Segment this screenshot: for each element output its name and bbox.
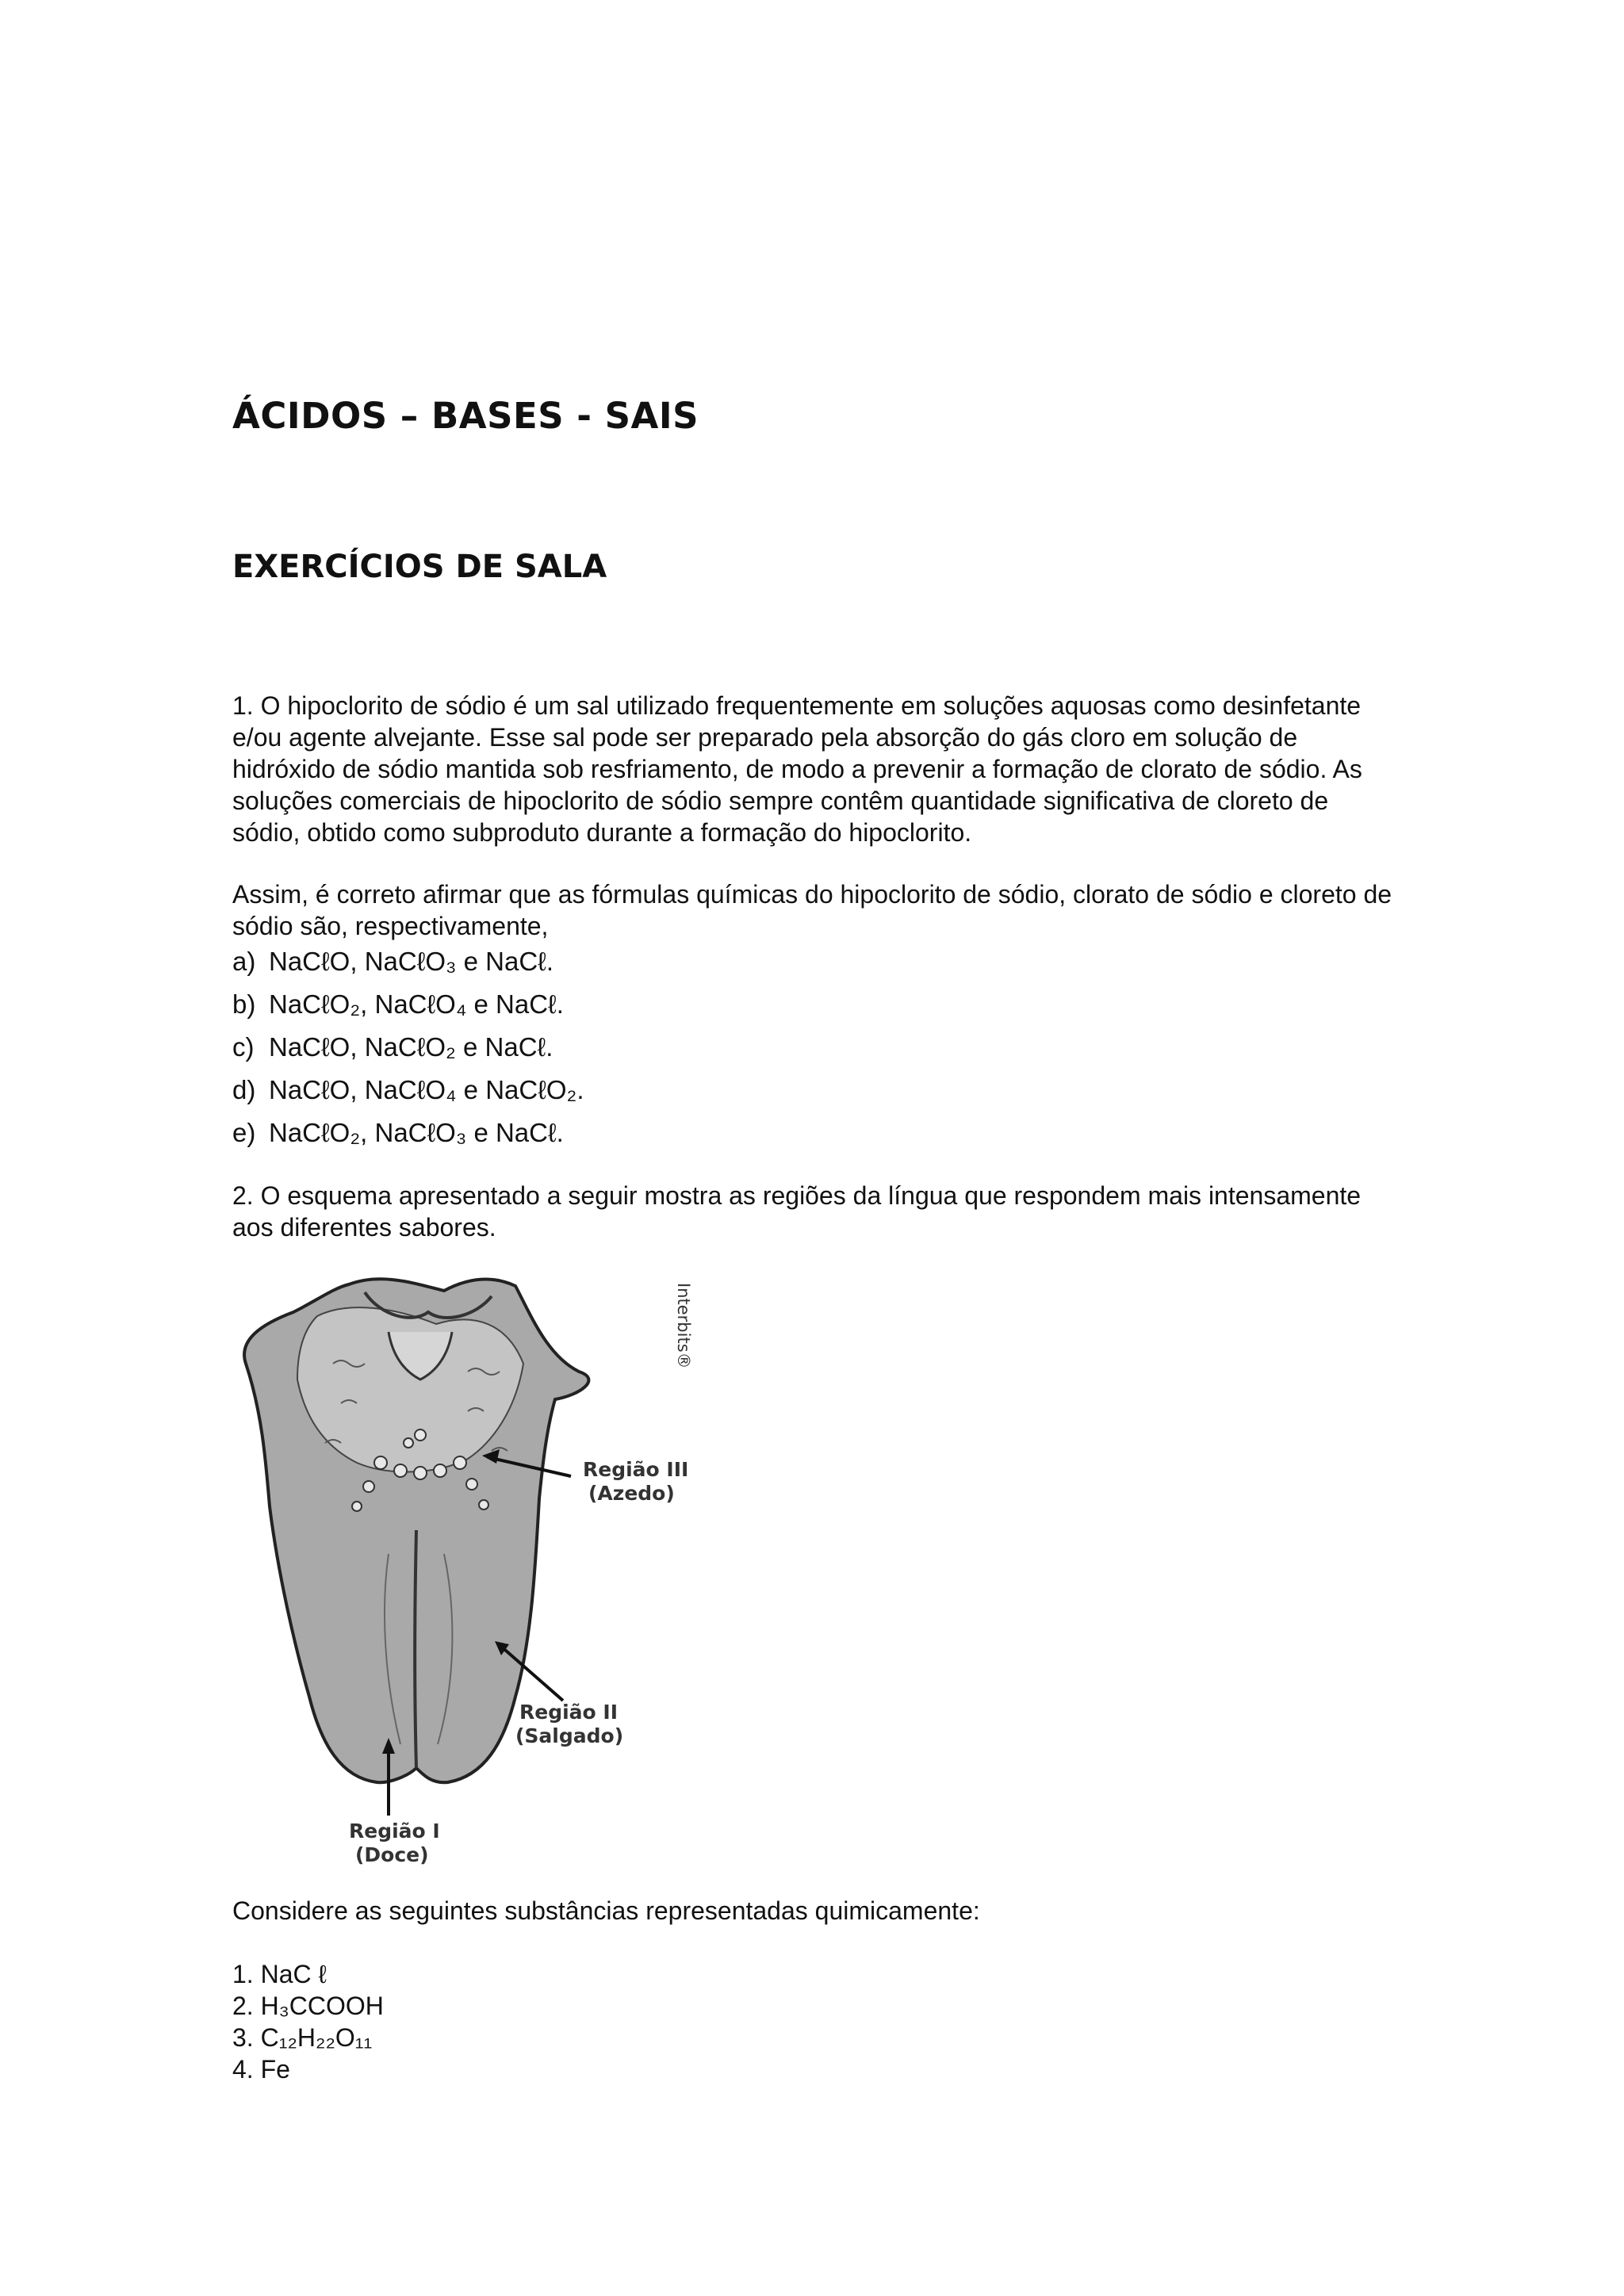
interbits-watermark: Interbits® xyxy=(674,1283,693,1369)
question-2-text xyxy=(232,1180,1398,1243)
answer-options xyxy=(232,940,584,1154)
option-e[interactable] xyxy=(232,1112,584,1154)
option-text: NaCℓO, NaCℓO₄ e NaCℓO₂. xyxy=(269,1075,584,1104)
substance-formula: Fe xyxy=(260,2055,290,2084)
substance-item xyxy=(232,1958,384,1990)
substance-formula: NaC ℓ xyxy=(260,1960,327,1988)
question-1-body: O hipoclorito de sódio é um sal utilizado frequentemente em soluções aquosas como desinfetante e/ou agente alvejante. Esse sal pode ser preparado pela absorção do gás cloro em solução de hidróxido de sódio mantida sob resfriamento, de modo a prevenir a formação de clorato de sódio. As soluções comerciais de hipoclorito de sódio sempre contêm quantidade significativa de cloreto de sódio, obtido como subproduto durante a formação do hipoclorito. xyxy=(232,691,1362,847)
option-text: NaCℓO, NaCℓO₂ e NaCℓ. xyxy=(269,1032,553,1062)
question-1-prompt: Assim, é correto afirmar que as fórmulas químicas do hipoclorito de sódio, clorato de sódio e cloreto de sódio são, respectivamente, xyxy=(232,880,1392,940)
region-1-label: Região I xyxy=(349,1820,440,1843)
substance-formula: C₁₂H₂₂O₁₁ xyxy=(260,2023,373,2052)
substance-item xyxy=(232,2022,384,2053)
option-letter: c) xyxy=(232,1032,255,1062)
question-1-text xyxy=(232,690,1398,848)
option-text: NaCℓO₂, NaCℓO₃ e NaCℓ. xyxy=(269,1118,564,1147)
region-2-label: Região II xyxy=(519,1701,619,1724)
substance-number: 4. xyxy=(232,2055,254,2084)
option-letter: d) xyxy=(232,1075,256,1104)
consider-text: Considere as seguintes substâncias representadas quimicamente: xyxy=(232,1896,980,1925)
substance-formula: H₃CCOOH xyxy=(260,1992,384,2020)
option-d[interactable] xyxy=(232,1069,584,1112)
question-2-number: 2. xyxy=(232,1181,254,1210)
substance-number: 3. xyxy=(232,2023,254,2052)
question-2-body: O esquema apresentado a seguir mostra as regiões da língua que respondem mais intensamente aos diferentes sabores. xyxy=(232,1181,1362,1242)
option-b[interactable] xyxy=(232,983,584,1026)
option-a[interactable] xyxy=(232,940,584,983)
region-2-taste: (Salgado) xyxy=(515,1724,624,1747)
substance-item xyxy=(232,1990,384,2022)
substance-item xyxy=(232,2053,384,2085)
option-letter: a) xyxy=(232,947,256,976)
option-text: NaCℓO₂, NaCℓO₄ e NaCℓ. xyxy=(269,989,564,1019)
region-1-taste: (Doce) xyxy=(355,1843,429,1866)
option-letter: e) xyxy=(232,1118,256,1147)
option-text: NaCℓO, NaCℓO₃ e NaCℓ. xyxy=(269,947,554,976)
substance-number: 1. xyxy=(232,1960,254,1988)
option-letter: b) xyxy=(232,989,256,1019)
substance-list xyxy=(232,1958,384,2085)
median-groove xyxy=(415,1530,416,1768)
substance-number: 2. xyxy=(232,1992,254,2020)
region-3-taste: (Azedo) xyxy=(588,1482,675,1505)
region-3-label: Região III xyxy=(583,1458,689,1481)
page-title: ÁCIDOS – BASES - SAIS xyxy=(232,395,699,437)
section-subtitle: EXERCÍCIOS DE SALA xyxy=(232,549,607,585)
tongue-diagram xyxy=(230,1269,706,1871)
question-1-number: 1. xyxy=(232,691,254,720)
option-c[interactable] xyxy=(232,1026,584,1069)
